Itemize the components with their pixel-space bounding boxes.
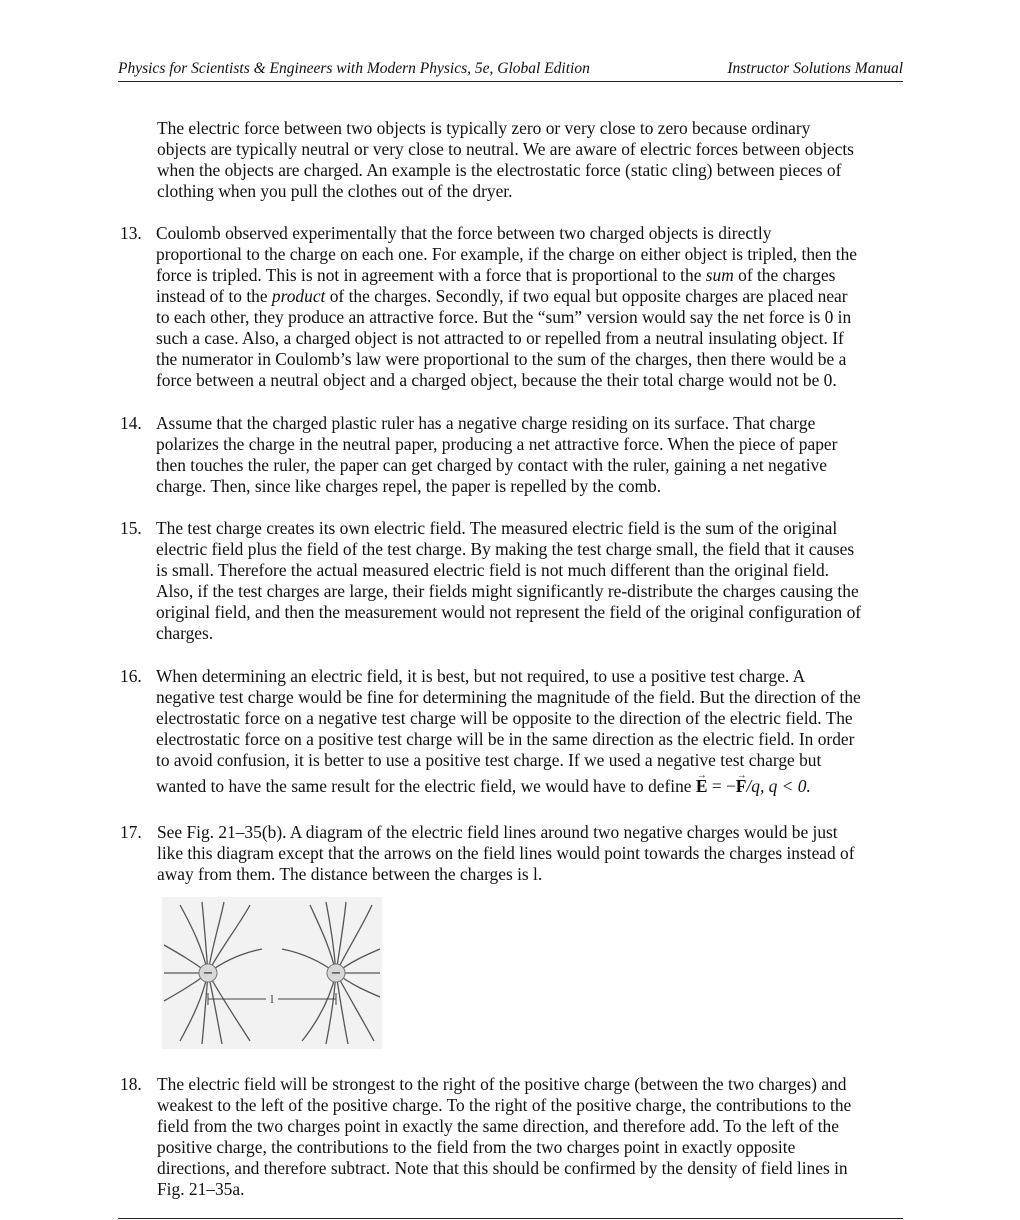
text-line: clothing when you pull the clothes out of the dryer.	[157, 181, 513, 201]
text-run: wanted to have the same result for the electric field, we would have to define	[156, 776, 696, 796]
text-line: original field, and then the measurement would not represent the field of the original configuration of	[156, 602, 862, 622]
text-line: Fig. 21–35a.	[157, 1179, 245, 1199]
text-line	[156, 286, 906, 307]
item-number: 16.	[120, 666, 142, 686]
emphasis-product: product	[271, 286, 326, 306]
text-line: weakest to the left of the positive charge. To the right of the positive charge, the contributions to the	[157, 1095, 852, 1115]
text-line: electric field plus the field of the test charge. By making the test charge small, the field that it causes	[156, 539, 855, 559]
page-header	[118, 60, 903, 78]
text-line: Also, if the test charges are large, their fields might significantly re-distribute the charges causing the	[156, 581, 859, 601]
text-line: objects are typically neutral or very close to neutral. We are aware of electric forces between objects	[157, 139, 854, 159]
text-line: field from the two charges point in exactly the same direction, and therefore add. To the left of the	[157, 1116, 839, 1136]
distance-label: l	[270, 992, 274, 1006]
text-line: like this diagram except that the arrows on the field lines would point towards the charges instead of	[157, 843, 855, 863]
text-run: instead of to the	[156, 286, 272, 306]
formula-equals: = −	[707, 776, 736, 796]
text-line: See Fig. 21–35(b). A diagram of the electric field lines around two negative charges would be just	[157, 822, 838, 842]
text-run: of the charges	[733, 265, 836, 285]
text-line	[156, 776, 906, 797]
right-charge-sign: −	[330, 966, 342, 981]
text-line: when the objects are charged. An example is the electrostatic force (static cling) between pieces of	[157, 160, 842, 180]
answer-13	[156, 223, 906, 391]
text-line: Assume that the charged plastic ruler has a negative charge residing on its surface. That charge	[156, 413, 816, 433]
answer-15	[156, 518, 906, 644]
intro-paragraph	[157, 118, 907, 202]
text-line: The electric field will be strongest to the right of the positive charge (between the two charges) and	[157, 1074, 847, 1094]
item-number: 15.	[120, 518, 142, 538]
field-definition-formula	[696, 776, 811, 796]
emphasis-sum: sum	[705, 265, 734, 285]
text-line: away from them. The distance between the charges is l.	[157, 864, 543, 884]
formula-rest: /q, q < 0.	[746, 776, 811, 796]
text-line: The electric force between two objects is typically zero or very close to zero because ordinary	[157, 118, 811, 138]
vector-f: → F	[736, 776, 747, 796]
text-line: to each other, they produce an attractive force. But the “sum” version would say the net force is 0 in	[156, 307, 852, 327]
answer-14	[156, 413, 906, 497]
text-line: polarizes the charge in the neutral paper, producing a net attractive force. When the piece of paper	[156, 434, 838, 454]
item-number: 18.	[120, 1074, 142, 1094]
text-line: is small. Therefore the actual measured electric field is not much different than the original field.	[156, 560, 829, 580]
field-lines-diagram	[162, 897, 382, 1049]
left-charge-sign: −	[202, 966, 214, 981]
item-number: 13.	[120, 223, 142, 243]
footer-rule	[118, 1218, 903, 1219]
text-line: The test charge creates its own electric field. The measured electric field is the sum of the original	[156, 518, 838, 538]
answer-18	[157, 1074, 907, 1200]
text-line: directions, and therefore subtract. Note that this should be confirmed by the density of field lines in	[157, 1158, 848, 1178]
text-line: electrostatic force on a positive test charge will be in the same direction as the electric field. In order	[156, 729, 855, 749]
text-line: such a case. Also, a charged object is not attracted to or repelled from a neutral insulating object. If	[156, 328, 844, 348]
text-line: positive charge, the contributions to the field from the two charges point in exactly opposite	[157, 1137, 796, 1157]
vector-e: → E	[696, 776, 708, 796]
item-number: 17.	[120, 822, 142, 842]
answer-16	[156, 666, 906, 797]
text-line: then touches the ruler, the paper can get charged by contact with the ruler, gaining a net negative	[156, 455, 827, 475]
text-line: the numerator in Coulomb’s law were proportional to the sum of the charges, then there would be a	[156, 349, 847, 369]
text-line: Coulomb observed experimentally that the force between two charged objects is directly	[156, 223, 772, 243]
item-number: 14.	[120, 413, 142, 433]
text-line	[156, 265, 906, 286]
text-line: negative test charge would be fine for determining the magnitude of the field. But the direction of the	[156, 687, 861, 707]
text-line: When determining an electric field, it is best, but not required, to use a positive test charge. A	[156, 666, 806, 686]
text-line: charge. Then, since like charges repel, the paper is repelled by the comb.	[156, 476, 662, 496]
text-run: of the charges. Secondly, if two equal but opposite charges are placed near	[325, 286, 848, 306]
text-line: electrostatic force on a negative test charge will be opposite to the direction of the electric field. The	[156, 708, 853, 728]
text-line: to avoid confusion, it is better to use a positive test charge. If we used a negative test charge but	[156, 750, 822, 770]
text-line: charges.	[156, 623, 214, 643]
header-book-title: Physics for Scientists & Engineers with Modern Physics, 5e, Global Edition	[118, 60, 590, 77]
header-manual-title: Instructor Solutions Manual	[727, 60, 903, 77]
text-line: proportional to the charge on each one. For example, if the charge on either object is tripled, then the	[156, 244, 858, 264]
answer-17	[157, 822, 907, 885]
header-rule	[118, 81, 903, 82]
text-run: force is tripled. This is not in agreement with a force that is proportional to the	[156, 265, 706, 285]
text-line: force between a neutral object and a charged object, because the their total charge would not be 0.	[156, 370, 837, 390]
field-lines-figure	[162, 897, 382, 1049]
